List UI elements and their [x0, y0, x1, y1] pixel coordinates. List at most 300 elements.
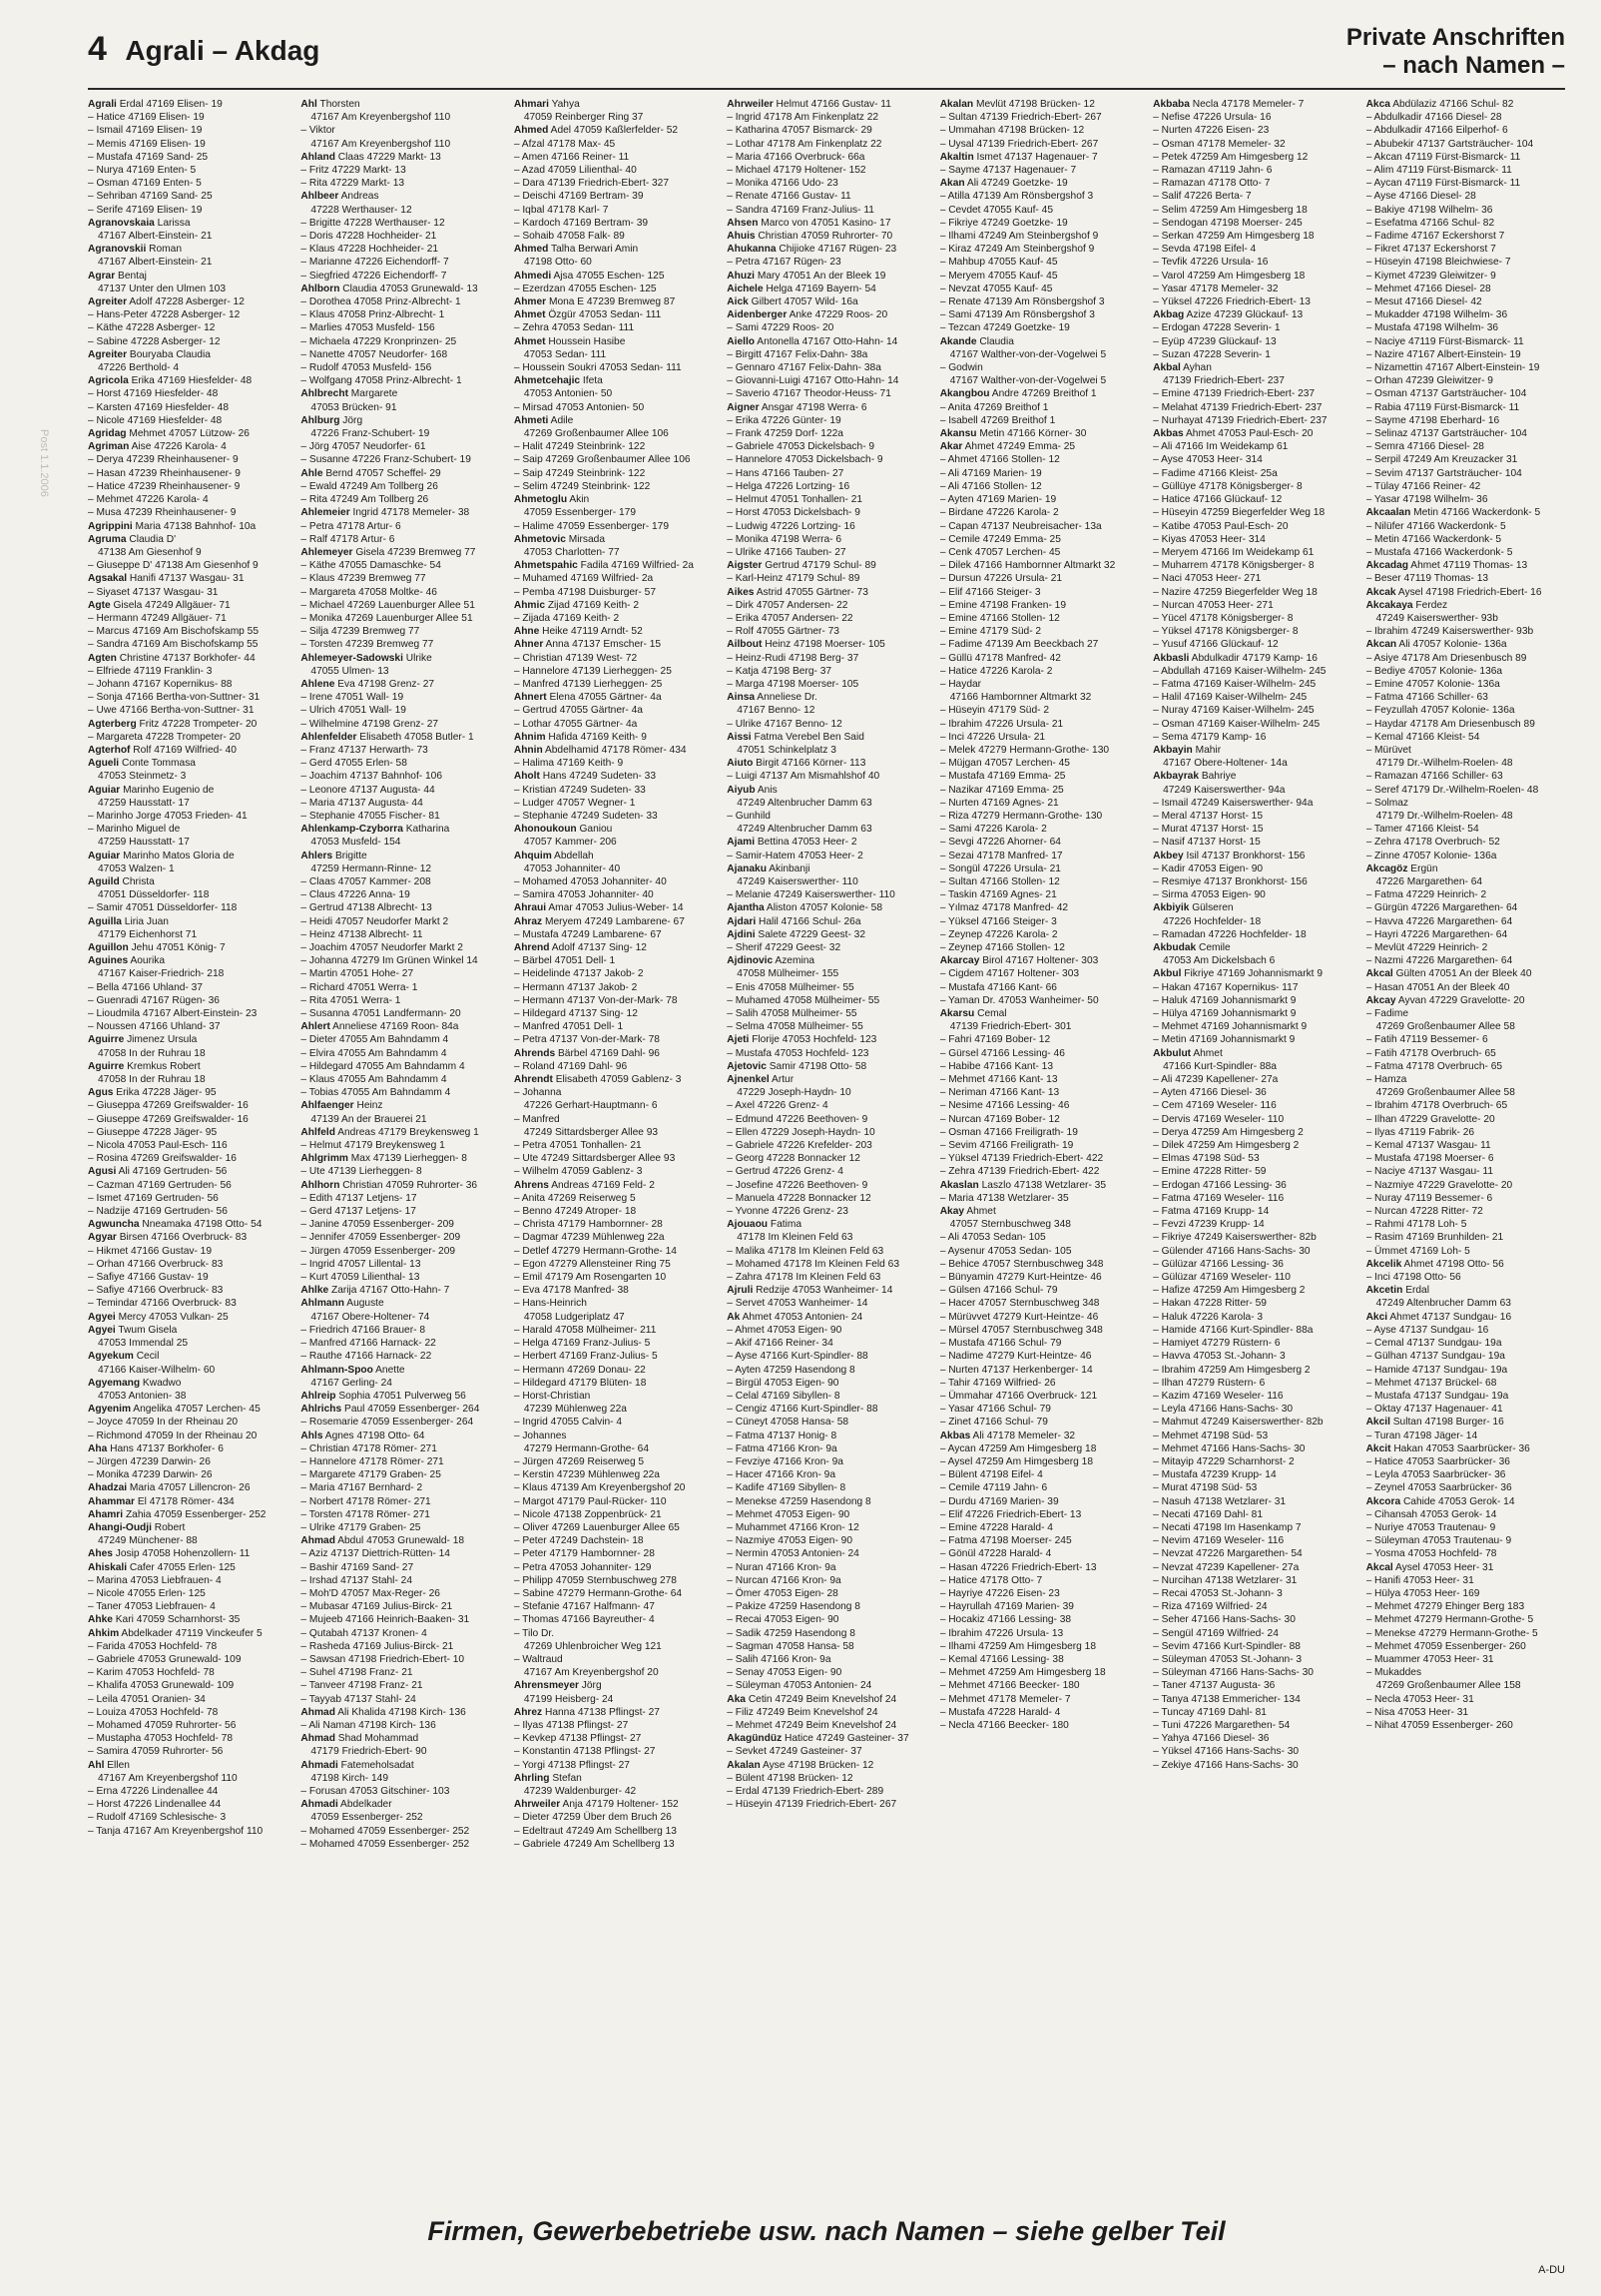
- listing-entry: Ahrling Stefan: [513, 1772, 582, 1784]
- listing-entry: – Ilhan 47279 Rüstern- 6: [1153, 1377, 1266, 1389]
- listing-entry: – Hacer 47166 Kron- 9a: [727, 1469, 836, 1481]
- listing-entry: – Zinne 47057 Kolonie- 136a: [1365, 850, 1497, 861]
- listing-entry: – Nisa 47053 Heer- 31: [1365, 1706, 1469, 1718]
- listing-entry: Ahukanna Chijioke 47167 Rügen- 23: [727, 244, 897, 256]
- listing-entry: 47167 Albert-Einstein- 21: [98, 257, 213, 269]
- listing-entry: – Maria 47167 Bernhard- 2: [300, 1482, 423, 1494]
- listing-entry: – Zeynep 47166 Stollen- 12: [939, 942, 1065, 953]
- listing-entry: – Ulrike 47179 Graben- 25: [300, 1521, 421, 1533]
- listing-entry: – Eva 47178 Manfred- 38: [513, 1285, 629, 1297]
- listing-entry: – Hasan 47051 An der Bleek 40: [1365, 981, 1510, 993]
- listing-entry: – Moh'D 47057 Max-Reger- 26: [300, 1587, 440, 1599]
- listing-entry: – Birgitt 47167 Felix-Dahn- 38a: [727, 348, 868, 360]
- listing-entry: – Fahri 47169 Bober- 12: [939, 1034, 1051, 1046]
- listing-entry: – Michael 47179 Holtener- 152: [727, 165, 866, 177]
- listing-entry: – Melek 47279 Hermann-Grothe- 130: [939, 744, 1110, 756]
- listing-entry: – Noussen 47166 Uhland- 37: [88, 1021, 221, 1033]
- listing-entry: 47138 Am Giesenhof 9: [98, 546, 202, 558]
- listing-entry: Aick Gilbert 47057 Wild- 16a: [727, 296, 858, 308]
- listing-entry: – Mehmet 47166 Diesel- 28: [1365, 283, 1491, 294]
- listing-entry: Agyemang Kwadwo: [88, 1377, 182, 1389]
- listing-entry: 47249 Kaiserswerther- 94a: [1163, 784, 1286, 796]
- listing-entry: – Yüksel 47139 Friedrich-Ebert- 422: [939, 1153, 1104, 1165]
- listing-entry: – Gertrud 47138 Albrecht- 13: [300, 902, 432, 914]
- listing-entry: Akcal Aysel 47053 Heer- 31: [1365, 1561, 1494, 1573]
- listing-entry: Ahlemeyer-Sadowski Ulrike: [300, 652, 432, 664]
- listing-entry: 47249 Kaiserswerther- 110: [737, 875, 858, 887]
- listing-entry: – Thomas 47166 Bayreuther- 4: [513, 1614, 655, 1626]
- listing-entry: – Manuela 47228 Bonnacker 12: [727, 1192, 871, 1204]
- listing-entry: 47167 Walther-von-der-Vogelwei 5: [949, 348, 1107, 360]
- listing-entry: – Ayse 47166 Kurt-Spindler- 88: [727, 1351, 868, 1363]
- listing-entry: 47239 Mühlenweg 22a: [523, 1404, 627, 1416]
- listing-entry: – Rita 47229 Markt- 13: [300, 178, 405, 190]
- side-mark: Post 1.1.2006: [38, 429, 50, 497]
- listing-entry: – Meral 47137 Horst- 15: [1153, 810, 1263, 822]
- listing-entry: 47249 Altenbrucher Damm 63: [737, 797, 872, 809]
- listing-entry: – Michaela 47229 Kronprinzen- 25: [300, 335, 457, 347]
- listing-entry: – Edeltraut 47249 Am Schellberg 13: [513, 1825, 677, 1837]
- listing-entry: Aiello Antonella 47167 Otto-Hahn- 14: [727, 335, 898, 347]
- listing-entry: – Hermann 47249 Allgäuer- 71: [88, 612, 227, 624]
- listing-entry: – Ilhan 47229 Gravelotte- 20: [1365, 1113, 1495, 1125]
- listing-entry: Ahonoukoun Ganiou: [513, 824, 613, 836]
- listing-entry: – Capan 47137 Neubreisacher- 13a: [939, 520, 1102, 532]
- listing-entry: – Wilhelmine 47198 Grenz- 27: [300, 718, 439, 730]
- listing-entry: – Mehmet 47166 Kant- 13: [939, 1074, 1058, 1086]
- listing-entry: – Nanette 47057 Neudorfer- 168: [300, 348, 448, 360]
- listing-entry: – Dervis 47169 Weseler- 110: [1153, 1113, 1285, 1125]
- listing-entry: – Esefatma 47166 Schul- 82: [1365, 217, 1495, 229]
- listing-entry: Ahlreip Sophia 47051 Pulverweg 56: [300, 1390, 466, 1402]
- section-heading: [1346, 24, 1565, 80]
- listing-entry: – Nurten 47226 Eisen- 23: [1153, 125, 1270, 137]
- listing-entry: Agranovskaia Larissa: [88, 217, 191, 229]
- listing-entry: – Friedrich 47166 Brauer- 8: [300, 1324, 425, 1336]
- listing-entry: – Selim 47259 Am Himgesberg 18: [1153, 204, 1308, 216]
- listing-entry: – Josefine 47226 Beethoven- 9: [727, 1179, 868, 1191]
- listing-entry: – Mustafa 47166 Kant- 66: [939, 981, 1057, 993]
- listing-entry: Ahsen Marco von 47051 Kasino- 17: [727, 217, 891, 229]
- listing-entry: – Abdulkadir 47166 Eilperhof- 6: [1365, 125, 1508, 137]
- listing-entry: – Orhan 47166 Overbruck- 83: [88, 1258, 224, 1270]
- listing-entry: – Rolf 47055 Gärtner- 73: [727, 626, 839, 638]
- listing-entry: – Riza 47169 Wilfried- 24: [1153, 1601, 1268, 1613]
- listing-entry: 47051 Düsseldorfer- 118: [98, 889, 210, 901]
- listing-entry: Ahmedi Ajsa 47055 Eschen- 125: [513, 270, 665, 282]
- listing-entry: Akbal Ayhan: [1153, 362, 1212, 374]
- listing-entry: – Gabriele 47249 Am Schellberg 13: [513, 1838, 675, 1850]
- listing-entry: Akcak Aysel 47198 Friedrich-Ebert- 16: [1365, 586, 1542, 598]
- listing-entry: – Harald 47058 Mülheimer- 211: [513, 1324, 657, 1336]
- listing-entry: 47053 Musfeld- 154: [310, 837, 401, 849]
- listing-entry: – Mehmet 47259 Am Himgesberg 18: [939, 1667, 1106, 1679]
- listing-entry: – Servet 47053 Wanheimer- 14: [727, 1298, 868, 1310]
- listing-entry: Agwuncha Nneamaka 47198 Otto- 54: [88, 1219, 263, 1231]
- listing-entry: – Manfred 47051 Dell- 1: [513, 1021, 624, 1033]
- listing-entry: Ahlmann-Spoo Anette: [300, 1364, 405, 1376]
- listing-entry: Ahkim Abdelkader 47119 Vinckeufer 5: [88, 1627, 263, 1639]
- listing-entry: – Tezcan 47249 Goetzke- 19: [939, 322, 1070, 334]
- listing-entry: Akbas Ahmet 47053 Paul-Esch- 20: [1153, 428, 1314, 440]
- listing-entry: 47249 Kaiserswerther- 93b: [1375, 612, 1498, 624]
- listing-entry: – Zahra 47178 Im Kleinen Feld 63: [727, 1272, 881, 1284]
- listing-entry: – Gerd 47137 Letjens- 17: [300, 1206, 416, 1218]
- listing-entry: – Leila 47051 Oranien- 34: [88, 1693, 206, 1705]
- listing-entry: 47139 An der Brauerei 21: [310, 1113, 427, 1125]
- listing-entry: Ahraz Meryem 47249 Lambarene- 67: [513, 915, 685, 927]
- listing-entry: – Halil 47169 Kaiser-Wilhelm- 245: [1153, 692, 1308, 704]
- listing-entry: – Dursun 47226 Ursula- 21: [939, 573, 1063, 585]
- listing-entry: – Hakan 47167 Kopernikus- 117: [1153, 981, 1299, 993]
- listing-entry: – Mohamed 47059 Essenberger- 252: [300, 1838, 470, 1850]
- listing-entry: 47058 Ludgeriplatz 47: [523, 1311, 625, 1323]
- listing-entry: Akarcay Birol 47167 Holtener- 303: [939, 955, 1099, 967]
- listing-entry: – Monika 47269 Lauenburger Allee 51: [300, 612, 473, 624]
- listing-entry: Akca Abdülaziz 47166 Schul- 82: [1365, 99, 1514, 110]
- listing-entry: – Yorgi 47138 Pflingst- 27: [513, 1759, 630, 1771]
- listing-entry: – Fadime: [1365, 1008, 1409, 1020]
- listing-entry: – Kazim 47169 Weseler- 116: [1153, 1390, 1284, 1402]
- listing-entry: – Havva 47226 Margarethen- 64: [1365, 915, 1513, 927]
- listing-entry: – Inci 47226 Ursula- 21: [939, 731, 1046, 743]
- listing-entry: – Wolfgang 47058 Prinz-Albrecht- 1: [300, 375, 462, 387]
- listing-entry: Ahmetspahic Fadila 47169 Wilfried- 2a: [513, 560, 694, 572]
- listing-entry: – Sandra 47169 Franz-Julius- 11: [727, 204, 874, 216]
- listing-entry: – Sadik 47259 Hasendong 8: [727, 1627, 855, 1639]
- listing-entry: – Ibrahim 47249 Kaiserswerther- 93b: [1365, 626, 1534, 638]
- listing-entry: – Sonja 47166 Bertha-von-Suttner- 31: [88, 692, 261, 704]
- listing-entry: – Nadzije 47169 Gertruden- 56: [88, 1206, 228, 1218]
- listing-entry: – Mehmet 47166 Beecker- 180: [939, 1680, 1080, 1692]
- listing-entry: Ahl Ellen: [88, 1759, 130, 1771]
- listing-entry: – Gerd 47055 Erlen- 58: [300, 758, 407, 770]
- listing-entry: 47167 Benno- 12: [737, 705, 815, 717]
- listing-entry: – Süleyman 47053 Trautenau- 9: [1365, 1535, 1512, 1547]
- listing-entry: – Tanja 47167 Am Kreyenbergshof 110: [88, 1825, 264, 1837]
- listing-entry: – Siegfried 47226 Eichendorff- 7: [300, 270, 447, 282]
- listing-entry: – Akcan 47119 Fürst-Bismarck- 11: [1365, 151, 1521, 163]
- listing-entry: – Fatma 47198 Moerser- 245: [939, 1535, 1072, 1547]
- listing-entry: 47249 Sittardsberger Allee 93: [523, 1126, 659, 1138]
- listing-entry: – Mohamed 47178 Im Kleinen Feld 63: [727, 1258, 900, 1270]
- listing-entry: Agreiter Adolf 47228 Asberger- 12: [88, 296, 245, 308]
- listing-entry: – Anita 47269 Reiserweg 5: [513, 1192, 636, 1204]
- listing-entry: – Ayse 47137 Sundgau- 16: [1365, 1324, 1489, 1336]
- listing-entry: – Elif 47226 Friedrich-Ebert- 13: [939, 1508, 1082, 1520]
- listing-entry: Akcit Hakan 47053 Saarbrücker- 36: [1365, 1442, 1530, 1454]
- listing-entry: Ahls Agnes 47198 Otto- 64: [300, 1430, 425, 1441]
- listing-entry: – Deischi 47169 Bertram- 39: [513, 191, 644, 203]
- listing-entry: – Mehmet 47249 Beim Knevelshof 24: [727, 1719, 897, 1731]
- listing-entry: Akcora Cahide 47053 Gerok- 14: [1365, 1495, 1515, 1507]
- listing-entry: Ahmadi Abdelkader: [300, 1799, 392, 1811]
- listing-entry: – Rahmi 47178 Loh- 5: [1365, 1219, 1467, 1231]
- listing-entry: – Sayme 47137 Hagenauer- 7: [939, 165, 1077, 177]
- listing-entry: – Elvira 47055 Am Bahndamm 4: [300, 1047, 447, 1059]
- listing-entry: 47053 Antonien- 38: [98, 1390, 187, 1402]
- listing-entry: – Feyzullah 47057 Kolonie- 136a: [1365, 705, 1515, 717]
- listing-entry: Akande Claudia: [939, 335, 1014, 347]
- listing-entry: 47053 Am Dickelsbach 6: [1163, 955, 1276, 967]
- listing-entry: – Yasar 47178 Memeler- 32: [1153, 283, 1279, 294]
- listing-entry: Ahlemeier Ingrid 47178 Memeler- 38: [300, 507, 470, 519]
- listing-entry: – Egon 47279 Allensteiner Ring 75: [513, 1258, 671, 1270]
- listing-entry: 47259 Hausstatt- 17: [98, 837, 190, 849]
- listing-entry: Ahlrichs Paul 47059 Essenberger- 264: [300, 1404, 480, 1416]
- listing-entry: Akalan Mevlüt 47198 Brücken- 12: [939, 99, 1095, 110]
- listing-entry: – Frank 47259 Dorf- 122a: [727, 428, 843, 440]
- listing-entry: – Muhammet 47166 Kron- 12: [727, 1521, 859, 1533]
- listing-entry: – Meryem 47166 Im Weidekamp 61: [1153, 546, 1315, 558]
- listing-entry: Akbayrak Bahriye: [1153, 771, 1237, 783]
- listing-entry: Ahmeti Adile: [513, 414, 574, 426]
- listing-entry: – Hatice 47226 Karola- 2: [939, 665, 1053, 677]
- listing-entry: – Susanna 47051 Landfermann- 20: [300, 1008, 461, 1020]
- listing-entry: – Oktay 47137 Hagenauer- 41: [1365, 1404, 1503, 1416]
- listing-entry: – Kristian 47249 Sudeten- 33: [513, 784, 646, 796]
- listing-entry: – Jürgen 47269 Reiserweg 5: [513, 1455, 645, 1467]
- listing-entry: 47226 Berthold- 4: [98, 362, 179, 374]
- listing-entry: – Detlef 47279 Hermann-Grothe- 14: [513, 1245, 677, 1257]
- listing-entry: – Hatice 47169 Elisen- 19: [88, 112, 205, 124]
- listing-entry: 47053 Sedan- 111: [523, 348, 607, 360]
- listing-entry: – Hüseyin 47259 Biegerfelder Weg 18: [1153, 507, 1326, 519]
- listing-entry: Agrippini Maria 47138 Bahnhof- 10a: [88, 520, 257, 532]
- listing-entry: – Melahat 47139 Friedrich-Ebert- 237: [1153, 401, 1323, 413]
- listing-entry: – Gülsen 47166 Schul- 79: [939, 1285, 1058, 1297]
- listing-entry: – Ezerdzan 47055 Eschen- 125: [513, 283, 657, 294]
- listing-entry: – Habibe 47166 Kant- 13: [939, 1060, 1053, 1072]
- listing-entry: – Lothar 47178 Am Finkenplatz 22: [727, 138, 882, 150]
- listing-entry: – Monika 47239 Darwin- 26: [88, 1469, 213, 1481]
- listing-entry: 47179 Dr.-Wilhelm-Roelen- 48: [1375, 758, 1513, 770]
- listing-entry: Ainsa Anneliese Dr.: [727, 692, 817, 704]
- listing-entry: Akbulut Ahmet: [1153, 1047, 1223, 1059]
- listing-entry: – Sirma 47053 Eigen- 90: [1153, 889, 1266, 901]
- listing-entry: – Bediye 47057 Kolonie- 136a: [1365, 665, 1503, 677]
- listing-entry: – Gertrud 47226 Grenz- 4: [727, 1166, 843, 1178]
- listing-entry: – Stefanie 47167 Halfmann- 47: [513, 1601, 655, 1613]
- listing-entry: – Emine 47057 Kolonie- 136a: [1365, 678, 1500, 690]
- listing-entry: 47226 Hochfelder- 18: [1163, 915, 1262, 927]
- listing-entry: – Ayten 47259 Hasendong 8: [727, 1364, 855, 1376]
- listing-entry: Aguild Christa: [88, 875, 155, 887]
- listing-entry: – Yasar 47166 Schul- 79: [939, 1404, 1051, 1416]
- listing-entry: – Tilo Dr.: [513, 1627, 555, 1639]
- listing-entry: – Klaus 47055 Am Bahndamm 4: [300, 1074, 447, 1086]
- listing-entry: – Ilyas 47119 Fabrik- 26: [1365, 1126, 1475, 1138]
- listing-entry: – Karim 47053 Hochfeld- 78: [88, 1667, 215, 1679]
- listing-entry: – Fevziye 47166 Kron- 9a: [727, 1455, 843, 1467]
- listing-entry: – Katibe 47053 Paul-Esch- 20: [1153, 520, 1289, 532]
- listing-entry: – Jürgen 47239 Darwin- 26: [88, 1455, 211, 1467]
- listing-entry: – Gabriele 47226 Krefelder- 203: [727, 1140, 872, 1152]
- listing-entry: – Cemile 47119 Jahn- 6: [939, 1482, 1048, 1494]
- listing-entry: – Fatma 47166 Schiller- 63: [1365, 692, 1488, 704]
- listing-entry: – Nuray 47169 Kaiser-Wilhelm- 245: [1153, 705, 1315, 717]
- listing-entry: – Cenk 47057 Lerchen- 45: [939, 546, 1061, 558]
- listing-column: [300, 98, 499, 2204]
- listing-entry: 47249 Altenbrucher Damm 63: [737, 824, 872, 836]
- listing-entry: – Neriman 47166 Kant- 13: [939, 1087, 1060, 1099]
- listing-entry: – Ibrahim 47226 Ursula- 13: [939, 1627, 1064, 1639]
- listing-entry: Akansu Metin 47166 Körner- 30: [939, 428, 1087, 440]
- listing-entry: – Fatma 47178 Overbruch- 65: [1365, 1060, 1503, 1072]
- listing-entry: Akangbou Andre 47269 Breithof 1: [939, 388, 1097, 400]
- listing-entry: – Mehmet 47279 Hermann-Grothe- 5: [1365, 1614, 1534, 1626]
- listing-entry: – Tülay 47166 Reiner- 42: [1365, 480, 1481, 492]
- listing-entry: – Ewald 47249 Am Tollberg 26: [300, 480, 438, 492]
- listing-entry: – Mitayip 47229 Scharnhorst- 2: [1153, 1455, 1295, 1467]
- listing-entry: 47198 Otto- 60: [523, 257, 592, 269]
- listing-entry: – Hayrullah 47169 Marien- 39: [939, 1601, 1074, 1613]
- listing-entry: – Gennaro 47167 Felix-Dahn- 38a: [727, 362, 881, 374]
- listing-entry: Akcadag Ahmet 47119 Thomas- 13: [1365, 560, 1528, 572]
- listing-entry: Aguilla Liria Juan: [88, 915, 169, 927]
- listing-entry: Akcil Sultan 47198 Burger- 16: [1365, 1417, 1504, 1429]
- listing-entry: – Yüksel 47226 Friedrich-Ebert- 13: [1153, 296, 1311, 308]
- listing-entry: – Kiyas 47053 Heer- 314: [1153, 533, 1266, 545]
- listing-entry: – Samira 47053 Johanniter- 40: [513, 889, 654, 901]
- listing-entry: – Tayyab 47137 Stahl- 24: [300, 1693, 416, 1705]
- listing-entry: – Christa 47179 Hambornner- 28: [513, 1219, 663, 1231]
- listing-entry: – Ali 47166 Im Weidekamp 61: [1153, 441, 1289, 453]
- listing-entry: – Recai 47053 St.-Johann- 3: [1153, 1587, 1283, 1599]
- listing-entry: 47058 In der Ruhrau 18: [98, 1047, 206, 1059]
- listing-entry: – Mehmet 47053 Eigen- 90: [727, 1508, 850, 1520]
- listing-entry: – Johann 47167 Kopernikus- 88: [88, 678, 233, 690]
- listing-entry: – Giovanni-Luigi 47167 Otto-Hahn- 14: [727, 375, 899, 387]
- listing-entry: – Kemal 47166 Lessing- 38: [939, 1653, 1064, 1665]
- listing-entry: – Süleyman 47053 Antonien- 24: [727, 1680, 872, 1692]
- listing-entry: – Ramazan 47119 Jahn- 6: [1153, 165, 1273, 177]
- listing-entry: – Rudolf 47169 Schlesische- 3: [88, 1812, 227, 1824]
- listing-entry: – Nurya 47169 Enten- 5: [88, 165, 197, 177]
- listing-entry: 47167 Kaiser-Friedrich- 218: [98, 968, 225, 980]
- listing-entry: – Kevkep 47138 Pflingst- 27: [513, 1733, 642, 1745]
- listing-entry: – Isabell 47269 Breithof 1: [939, 414, 1056, 426]
- listing-entry: – Tevfik 47226 Ursula- 16: [1153, 257, 1269, 269]
- listing-entry: – Sawsan 47198 Friedrich-Ebert- 10: [300, 1653, 465, 1665]
- listing-entry: – Tanya 47138 Emmericher- 134: [1153, 1693, 1301, 1705]
- listing-entry: Ajami Bettina 47053 Heer- 2: [727, 837, 857, 849]
- listing-entry: – Bärbel 47051 Dell- 1: [513, 955, 616, 967]
- listing-entry: – Güllü 47178 Manfred- 42: [939, 652, 1061, 664]
- listing-entry: – Irshad 47137 Stahl- 24: [300, 1574, 412, 1586]
- listing-entry: – Marga 47198 Moerser- 105: [727, 678, 859, 690]
- listing-entry: – Amen 47166 Reiner- 11: [513, 151, 630, 163]
- listing-entry: Ahrend Adolf 47137 Sing- 12: [513, 942, 647, 953]
- listing-entry: – Heidelinde 47137 Jakob- 2: [513, 968, 644, 980]
- listing-entry: – Stephanie 47249 Sudeten- 33: [513, 810, 658, 822]
- listing-entry: – Johanna: [513, 1087, 562, 1099]
- listing-entry: 47259 Hausstatt- 17: [98, 797, 190, 809]
- listing-entry: Ahlenfelder Elisabeth 47058 Butler- 1: [300, 731, 474, 743]
- listing-entry: – Seref 47179 Dr.-Wilhelm-Roelen- 48: [1365, 784, 1539, 796]
- listing-entry: – Sohaib 47058 Falk- 89: [513, 231, 625, 243]
- listing-entry: 47179 Friedrich-Ebert- 90: [310, 1746, 427, 1758]
- listing-entry: – Rita 47249 Am Tollberg 26: [300, 494, 429, 506]
- listing-entry: – Maria 47138 Wetzlarer- 35: [939, 1192, 1069, 1204]
- listing-entry: Ahiskali Cafer 47055 Erlen- 125: [88, 1561, 236, 1573]
- listing-entry: Ahmari Yahya: [513, 99, 580, 110]
- listing-entry: – Ilhami 47259 Am Himgesberg 18: [939, 1640, 1096, 1652]
- listing-entry: Ahlburg Jörg: [300, 414, 363, 426]
- listing-entry: – Edith 47137 Letjens- 17: [300, 1192, 417, 1204]
- listing-entry: – Johannes: [513, 1430, 567, 1441]
- listing-entry: 47051 Schinkelplatz 3: [737, 744, 836, 756]
- listing-entry: – Sehriban 47169 Sand- 25: [88, 191, 213, 203]
- listing-entry: Ahnert Elena 47055 Gärtner- 4a: [513, 692, 662, 704]
- listing-entry: – Margarete 47179 Graben- 25: [300, 1469, 441, 1481]
- listing-entry: – Ismail 47249 Kaiserswerther- 94a: [1153, 797, 1314, 809]
- listing-entry: – Nuray 47119 Bessemer- 6: [1365, 1192, 1493, 1204]
- listing-entry: – Kiraz 47249 Am Steinbergshof 9: [939, 244, 1095, 256]
- listing-entry: – Leyla 47166 Hans-Sachs- 30: [1153, 1404, 1294, 1416]
- listing-entry: – Hannelore 47139 Lierheggen- 25: [513, 665, 672, 677]
- listing-entry: – Hasan 47239 Rheinhausener- 9: [88, 467, 241, 479]
- listing-entry: 47167 Obere-Holtener- 14a: [1163, 758, 1288, 770]
- listing-entry: – Ismet 47169 Gertruden- 56: [88, 1192, 219, 1204]
- listing-entry: Ahuis Christian 47059 Ruhrorter- 70: [727, 231, 893, 243]
- listing-entry: – Ali 47166 Stollen- 12: [939, 480, 1042, 492]
- listing-entry: – Cemal 47137 Sundgau- 19a: [1365, 1338, 1502, 1350]
- listing-entry: – Gertrud 47055 Gärtner- 4a: [513, 705, 643, 717]
- listing-entry: – Brigitte 47228 Werthauser- 12: [300, 217, 445, 229]
- listing-entry: – Sabine 47279 Hermann-Grothe- 64: [513, 1587, 683, 1599]
- listing-entry: – Emine 47166 Stollen- 12: [939, 612, 1060, 624]
- listing-entry: – Helga 47226 Lortzing- 16: [727, 480, 850, 492]
- listing-entry: – Gülender 47166 Hans-Sachs- 30: [1153, 1245, 1311, 1257]
- listing-entry: – Edmund 47226 Beethoven- 9: [727, 1113, 868, 1125]
- listing-entry: – Uwe 47166 Bertha-von-Suttner- 31: [88, 705, 255, 717]
- listing-entry: – Ramazan 47166 Schiller- 63: [1365, 771, 1503, 783]
- listing-entry: – Inci 47198 Otto- 56: [1365, 1272, 1461, 1284]
- listing-entry: Akaltin Ismet 47137 Hagenauer- 7: [939, 151, 1098, 163]
- listing-entry: – Samir-Hatem 47053 Heer- 2: [727, 850, 863, 861]
- listing-entry: – Fikret 47137 Eckershorst 7: [1365, 244, 1496, 256]
- listing-entry: Ajdari Halil 47166 Schul- 26a: [727, 915, 861, 927]
- listing-entry: – Hülya 47169 Johannismarkt 9: [1153, 1008, 1297, 1020]
- listing-entry: – Halima 47169 Keith- 9: [513, 758, 624, 770]
- listing-entry: – Nicola 47053 Paul-Esch- 116: [88, 1140, 228, 1152]
- listing-entry: 47058 Mülheimer- 155: [737, 968, 839, 980]
- listing-entry: – Rosemarie 47059 Essenberger- 264: [300, 1417, 474, 1429]
- listing-entry: – Abdullah 47169 Kaiser-Wilhelm- 245: [1153, 665, 1327, 677]
- listing-entry: 47279 Hermann-Grothe- 64: [523, 1442, 649, 1454]
- listing-entry: 47055 Ulmen- 13: [310, 665, 389, 677]
- listing-entry: – Mehmet 47226 Karola- 4: [88, 494, 209, 506]
- listing-entry: 47167 Obere-Holtener- 74: [310, 1311, 430, 1323]
- listing-entry: – Oliver 47269 Lauenburger Allee 65: [513, 1521, 680, 1533]
- listing-entry: – Resmiye 47137 Bronkhorst- 156: [1153, 875, 1308, 887]
- listing-entry: – Philipp 47059 Sternbuschweg 278: [513, 1574, 677, 1586]
- listing-entry: – Nesime 47166 Lessing- 46: [939, 1100, 1070, 1112]
- listing-entry: Ailbout Heinz 47198 Moerser- 105: [727, 639, 885, 651]
- listing-entry: – Atilla 47139 Am Rönsbergshof 3: [939, 191, 1094, 203]
- listing-entry: Ahmetovic Mirsada: [513, 533, 606, 545]
- listing-entry: – Hannelore 47178 Römer- 271: [300, 1455, 444, 1467]
- listing-entry: – Aysel 47259 Am Himgesberg 18: [939, 1455, 1093, 1467]
- listing-column: [88, 98, 286, 2204]
- listing-entry: Aidenberger Anke 47229 Roos- 20: [727, 309, 888, 321]
- listing-entry: – Mehmet 47169 Johannismarkt 9: [1153, 1021, 1308, 1033]
- listing-entry: – Gürsel 47166 Lessing- 46: [939, 1047, 1065, 1059]
- listing-entry: – Sendogan 47198 Moerser- 245: [1153, 217, 1303, 229]
- listing-entry: – Ayten 47166 Diesel- 36: [1153, 1087, 1267, 1099]
- listing-entry: – Metin 47166 Wackerdonk- 5: [1365, 533, 1502, 545]
